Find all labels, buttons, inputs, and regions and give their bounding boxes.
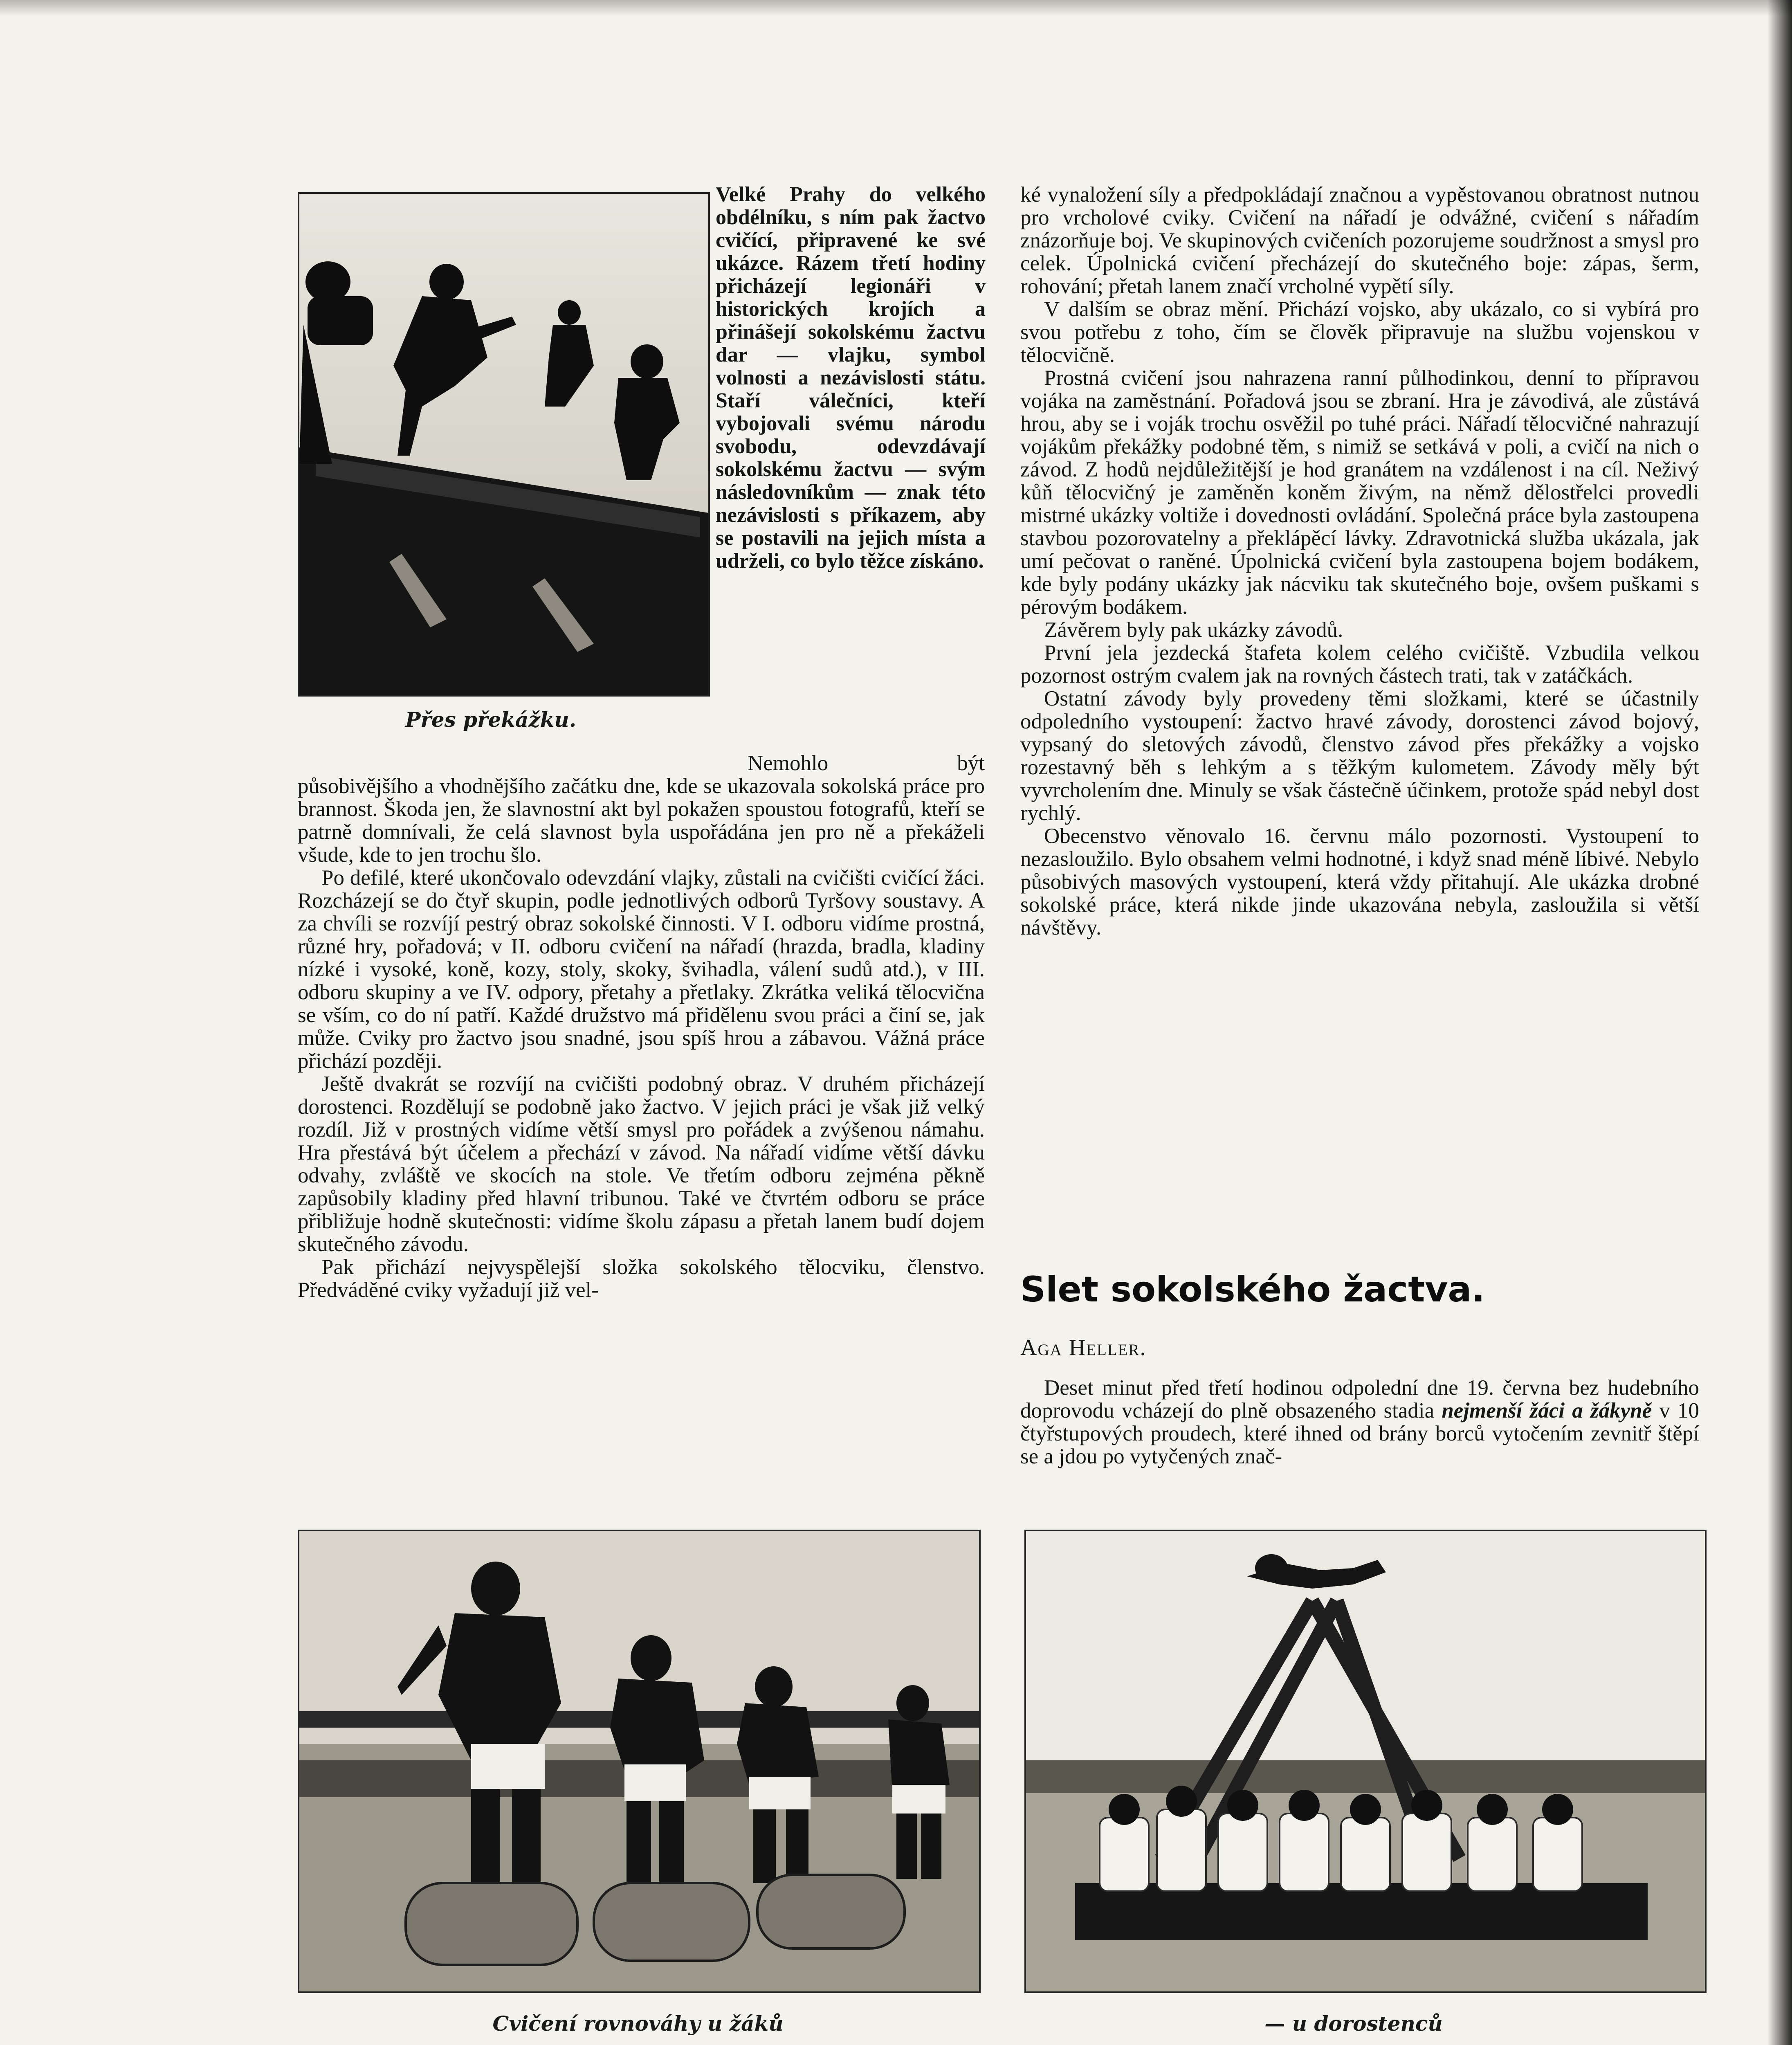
paragraph-left-2: Po defilé, které ukončovalo odevzdání vlajky, zůstali na cvičišti cvičící žáci. Rozcházejí se do čtyř skupin, podle jednotlivých odborů Tyršovy soustavy. A za chvíli se rozvíjí pestrý obraz sokolské činnosti. V I. odboru vidíme prostná, různé hry, pořadová; v II. odboru cvičení na nářadí (hrazda, bradla, kladiny nízké i vysoké, koně, kozy, stoly, skoky, švihadla, válení sudů atd.), v III. odboru skupiny a ve IV. odpory, přetahy a přetlaky. Zkrátka veliká tělocvična se vším, co do ní patří. Každé družstvo má přidělenu svou práci a činí se, jak může. Cviky pro žactvo jsou snadné, jsou spíš hrou a zábavou. Vážná práce přichází později. [298,866,985,1073]
intro-emphasis: nejmenší žáci a žákyně [1442,1399,1652,1423]
paragraph-right-4: Závěrem byly pak ukázky závodů. [1044,618,1343,642]
intro-text-after: v 10 čtyřstupových proudech, které ihned od brány borců vytočením zevnitř štěpí se a jdou po vytyčených znač- [1020,1399,1699,1468]
photo-pyramid [1024,1530,1707,1993]
article-two-headline: Slet sokolského žactva. [1020,1269,1485,1310]
paragraph-right-1: ké vynaložení síly a předpokládají značnou a vypěstovanou obratnost nutnou pro vrcholové cviky. Cvičení na nářadí je odvážné, cvičení s nářadím znázorňuje boj. Ve skupinových cvičeních pozorujeme soudržnost a smysl pro celek. Úpolnická cvičení přecházejí do skutečného boje: zápas, šerm, rohování; přetah lanem značí vrcholné vypětí síly. [1020,183,1699,298]
narrow-column-text: Velké Prahy do velkého obdélníku, s ním pak žactvo cvičící, připravené ke své ukázce. Rázem třetí hodiny přicházejí legionáři v historických krojích a přinášejí sokolskému žactvu dar — vlajku, symbol volnosti a nezávislosti státu. Staří válečníci, kteří vybojovali svému národu svobodu, odevzdávají sokolskému žactvu — svým následovníkům — znak této nezávislosti s příkazem, aby se postavili na jejich místa a udrželi, co bylo těžce získáno. [716,183,986,573]
article-two-author: Aga Heller. [1020,1335,1147,1360]
paragraph-right-5: První jela jezdecká štafeta kolem celého cvičiště. Vzbudila velkou pozornost ostrým cvalem jak na rovných částech trati, tak v zatáčkách. [1020,641,1699,688]
paragraph-right-2: V dalším se obraz mění. Přichází vojsko, aby ukázalo, co si vybírá pro svou potřebu z toho, čím se člověk připravuje na službu vojenskou v tělocvičně. [1020,297,1699,367]
paragraph-right-6: Ostatní závody byly provedeny těmi složkami, které se účastnily odpoledního vystoupení: žactvo hravé závody, dorostenci závod bojový, vypsaný do sletových závodů, členstvo závod přes překážky a vojsko rozestavný běh s lehkým a s těžkým kulometem. Závody měly být vyvrcholením dne. Minuly se však částečně účinkem, protože spád nebyl dost rychlý. [1020,687,1699,825]
paragraph-right-7: Obecenstvo věnovalo 16. červnu málo pozornosti. Vystoupení to nezasloužilo. Bylo obsahem velmi hodnotné, i když snad méně líbivé. Nebylo působivých masových vystoupení, která vždy přitahují. Ale ukázka drobné sokolské práce, která nikde jinde ukazována nebyla, zasloužila si větší návštěvy. [1020,824,1699,939]
article-two-intro [1020,1376,1699,1468]
paragraph-right-3: Prostná cvičení jsou nahrazena ranní půlhodinkou, denní to přípravou vojáka na zaměstnání. Pořadová jsou se zbraní. Hra je závodivá, ale zůstává hrou, aby se i voják trochu osvěžil po tuhé práci. Nářadí tělocvičné nahrazují vojákům překážky podobné těm, s nimiž se setkává v poli, a cvičí na nich o závod. Z hodů nejdůležitější je hod granátem na vzdálenost i na cíl. Neživý kůň tělocvičný je zaměněn koněm živým, na němž dělostřelci provedli mistrné ukázky voltiže i dovednosti ovládání. Společná práce byla zastoupena stavbou pozorovatelny a překlápěcí lávky. Zdravotnická služba ukázala, jak umí pečovat o raněné. Úpolnická cvičení byla zastoupena bojem bodákem, kde byly podány ukázky jak nácviku tak skutečného boje, ovšem puškami s pérovým bodákem. [1020,366,1699,619]
article-one-right-column [1020,183,1699,939]
paragraph-left-1: Nemohlo být působivějšího a vhodnějšího začátku dne, kde se ukazovala sokolská práce pro brannost. Škoda jen, že slavnostní akt byl pokažen spoustou fotografů, kteří se patrně domnívali, že celá slavnost byla uspořádána jen pro ně a překáželi všude, kde to jen trochu šlo. [298,751,985,867]
scan-shadow-top [0,0,1792,16]
intro-text-before: Deset minut před třetí hodinou odpolední dne 19. června bez hudebního doprovodu vcházejí do plně obsazeného stadia [1020,1376,1699,1423]
scan-shadow-right [1767,0,1792,2045]
paragraph-left-4: Pak přichází nejvyspělejší složka sokolského tělocviku, členstvo. Předváděné cviky vyžadují již vel- [298,1255,985,1302]
balance-barrels-photo-icon [299,1531,979,1991]
obstacle-climb-photo-icon [299,194,708,695]
paragraph-left-3: Ještě dvakrát se rozvíjí na cvičišti podobný obraz. V druhém přicházejí dorostenci. Rozdělují se podobně jako žactvo. V jejich práci je však již velký rozdíl. Již v prostných vidíme větší smysl pro pořádek a zvýšenou námahu. Hra přestává být účelem a přechází v závod. Na nářadí vidíme větší dávku odvahy, zvláště ve skocích na stole. Ve třetím odboru zejména pěkně zapůsobily kladiny před hlavní tribunou. Také ve čtvrtém odboru se práce přibližuje hodně skutečnosti: vidíme školu zápasu a přetah lanem budí dojem skutečného závodu. [298,1072,985,1256]
photo-obstacle [298,192,710,697]
photo-balance [298,1530,981,1993]
article-two-intro-paragraph [1020,1376,1699,1468]
caption-obstacle: Přes překážku. [405,708,577,732]
article-one-left-column [298,752,985,1301]
caption-balance: Cvičení rovnováhy u žáků [492,2011,784,2036]
ladder-pyramid-photo-icon [1026,1531,1705,1991]
article-one-narrow-column [716,183,986,573]
caption-pyramid: — u dorostenců [1264,2011,1443,2036]
